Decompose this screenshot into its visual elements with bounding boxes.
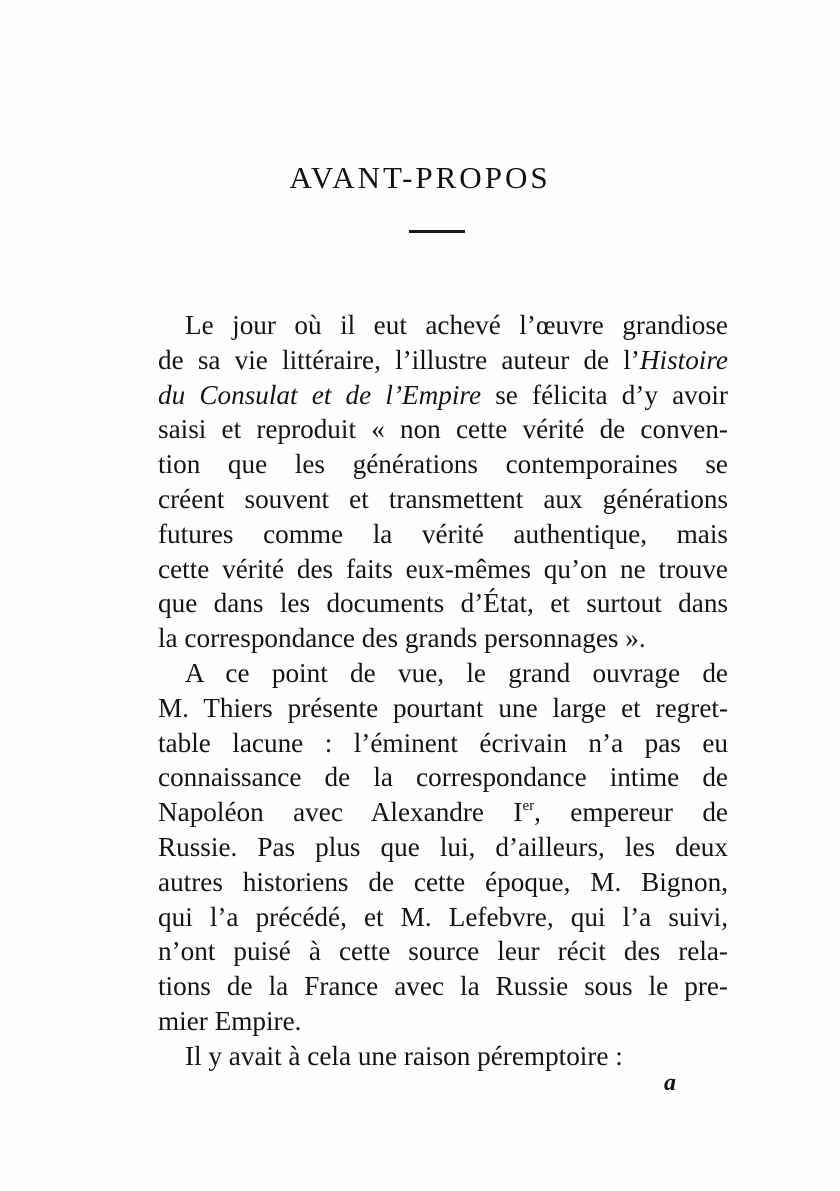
title-divider (409, 230, 465, 233)
text-line (158, 865, 728, 900)
text-line (158, 552, 728, 587)
text-segment: Russie. Pas plus que lui, d’ailleurs, les deux (158, 831, 728, 862)
text-segment: , empereur de (534, 797, 728, 828)
text-segment: A ce point de vue, le grand ouvrage de (185, 657, 728, 688)
text-line (158, 691, 728, 726)
text-segment: de sa vie littéraire, l’illustre auteur de l’ (158, 344, 640, 375)
page-title: AVANT-PROPOS (289, 160, 551, 195)
body-text (158, 308, 728, 1074)
text-segment: mier Empire. (158, 1005, 302, 1036)
text-line (158, 308, 728, 343)
text-line (158, 934, 728, 969)
text-segment: que dans les documents d’État, et surtout dans (158, 588, 728, 619)
text-line (158, 412, 728, 447)
text-segment: autres historiens de cette époque, M. Bignon, (158, 866, 728, 897)
text-line (158, 621, 728, 656)
text-line (158, 900, 728, 935)
italic-title: du Consulat et de l’Empire (158, 379, 482, 410)
text-segment: table lacune : l’éminent écrivain n’a pas eu (158, 727, 728, 758)
text-line (158, 1039, 728, 1074)
text-line (158, 482, 728, 517)
text-line (158, 726, 728, 761)
text-line (158, 378, 728, 413)
text-segment: connaissance de la correspondance intime de (158, 762, 728, 793)
signature-mark: a (664, 1070, 676, 1096)
text-segment: se félicita d’y avoir (481, 379, 728, 410)
text-segment: Il y avait à cela une raison péremptoire : (185, 1040, 623, 1071)
text-segment: n’ont puisé à cette source leur récit des rela- (158, 936, 728, 967)
italic-title: Histoire (639, 344, 728, 375)
text-line (158, 343, 728, 378)
text-segment: M. Thiers présente pourtant une large et regret- (158, 692, 728, 723)
text-segment: saisi et reproduit « non cette vérité de conven- (158, 414, 728, 445)
superscript: er (522, 798, 535, 815)
text-segment: tions de la France avec la Russie sous le pre- (158, 971, 728, 1002)
text-segment: créent souvent et transmettent aux générations (158, 483, 728, 514)
text-line (158, 586, 728, 621)
text-line (158, 830, 728, 865)
text-line (158, 969, 728, 1004)
text-line (158, 760, 728, 795)
text-segment: la correspondance des grands personnages ». (158, 623, 646, 654)
text-segment: qui l’a précédé, et M. Lefebvre, qui l’a suivi, (158, 901, 728, 932)
text-segment: cette vérité des faits eux-mêmes qu’on ne trouve (158, 553, 728, 584)
text-segment: Le jour où il eut achevé l’œuvre grandiose (185, 310, 728, 340)
text-line (158, 1004, 728, 1039)
text-line (158, 447, 728, 482)
text-segment: Napoléon avec Alexandre I (158, 797, 523, 828)
text-segment: futures comme la vérité authentique, mais (158, 518, 728, 549)
text-segment: tion que les générations contemporaines se (158, 449, 728, 480)
text-line (158, 795, 728, 830)
text-line (158, 656, 728, 691)
text-line (158, 517, 728, 552)
